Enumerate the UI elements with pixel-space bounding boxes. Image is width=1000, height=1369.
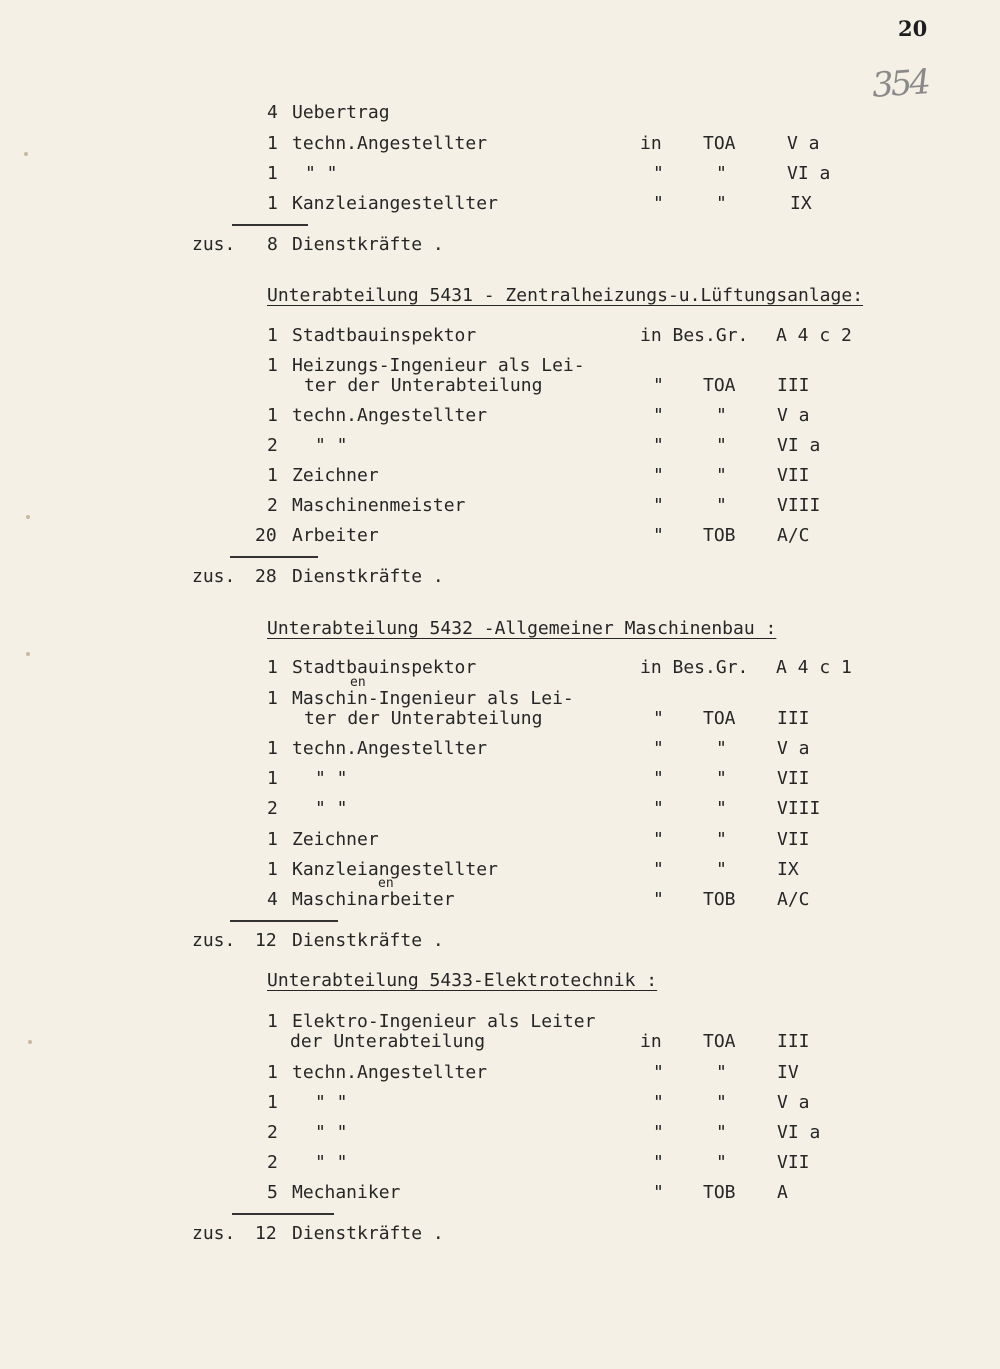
row-desc: Kanzleiangestellter: [292, 859, 498, 880]
row-grade: VI a: [787, 163, 831, 184]
row-grade: III: [777, 708, 810, 729]
row-grade: VIII: [777, 798, 821, 819]
row-qty: 2: [267, 435, 278, 456]
row-in: in Bes.Gr.: [640, 325, 749, 346]
row-desc: Stadtbauinspektor: [292, 325, 477, 346]
row-group: ": [716, 859, 727, 880]
total-qty: 28: [255, 566, 277, 587]
row-desc: Maschinarbeiter: [292, 889, 455, 910]
section-heading: Unterabteilung 5431 - Zentralheizungs-u.Lüftungsanlage:: [267, 285, 864, 306]
total-prefix: zus.: [192, 1223, 236, 1244]
row-desc: techn.Angestellter: [292, 133, 488, 154]
row-qty: 5: [267, 1182, 278, 1203]
row-desc: techn.Angestellter: [292, 738, 488, 759]
row-in: ": [653, 1182, 664, 1203]
row-qty: 1: [267, 405, 278, 426]
row-group: ": [716, 738, 727, 759]
row-in: in: [640, 133, 662, 154]
row-qty: 2: [267, 495, 278, 516]
row-desc: Zeichner: [292, 465, 379, 486]
row-desc: " ": [315, 1152, 348, 1173]
row-group: ": [716, 768, 727, 789]
row-grade: VI a: [777, 435, 821, 456]
row-group: TOB: [703, 525, 736, 546]
row-qty: 4: [267, 102, 278, 123]
row-in: ": [653, 1092, 664, 1113]
total-rule: [230, 920, 338, 922]
row-grade: A/C: [777, 889, 810, 910]
row-group: ": [716, 435, 727, 456]
page-number: 20: [898, 16, 928, 41]
row-in: ": [653, 495, 664, 516]
row-in: ": [653, 405, 664, 426]
row-grade: VII: [777, 1152, 810, 1173]
row-grade: IX: [777, 859, 799, 880]
row-group: ": [716, 1122, 727, 1143]
row-grade: IX: [790, 193, 812, 214]
total-qty: 12: [255, 930, 277, 951]
row-qty: 1: [267, 1011, 278, 1032]
row-grade: VIII: [777, 495, 821, 516]
row-group: ": [716, 495, 727, 516]
row-in: ": [653, 829, 664, 850]
row-in: ": [653, 525, 664, 546]
row-in: ": [653, 1152, 664, 1173]
row-in: ": [653, 738, 664, 759]
row-qty: 1: [267, 859, 278, 880]
row-group: ": [716, 193, 727, 214]
row-group: TOA: [703, 375, 736, 396]
row-desc: " ": [315, 1122, 348, 1143]
row-group: ": [716, 465, 727, 486]
row-grade: A 4 c 1: [776, 657, 852, 678]
total-rule: [232, 224, 308, 226]
row-in: ": [653, 1062, 664, 1083]
row-grade: A 4 c 2: [776, 325, 852, 346]
row-desc: Kanzleiangestellter: [292, 193, 498, 214]
row-desc: Maschinenmeister: [292, 495, 466, 516]
row-desc: Stadtbauinspektor: [292, 657, 477, 678]
row-desc: " ": [305, 163, 338, 184]
row-group: ": [716, 405, 727, 426]
row-qty: 1: [267, 657, 278, 678]
row-grade: V a: [777, 405, 810, 426]
total-label: Dienstkräfte .: [292, 566, 444, 587]
row-qty: 2: [267, 1122, 278, 1143]
row-qty: 4: [267, 889, 278, 910]
row-in: ": [653, 889, 664, 910]
row-in: ": [653, 465, 664, 486]
row-in: ": [653, 708, 664, 729]
row-group: ": [716, 1152, 727, 1173]
section-heading: Unterabteilung 5432 -Allgemeiner Maschinenbau :: [267, 618, 777, 639]
row-in: ": [653, 163, 664, 184]
punch-hole-mark: [28, 1040, 32, 1044]
row-in: ": [653, 768, 664, 789]
row-in: ": [653, 193, 664, 214]
row-qty: 1: [267, 1092, 278, 1113]
row-desc-line2: ter der Unterabteilung: [304, 375, 543, 396]
row-in: ": [653, 1122, 664, 1143]
row-group: TOA: [703, 1031, 736, 1052]
row-in: ": [653, 435, 664, 456]
total-rule: [230, 556, 318, 558]
punch-hole-mark: [24, 152, 28, 156]
total-qty: 12: [255, 1223, 277, 1244]
row-group: TOB: [703, 1182, 736, 1203]
row-in: ": [653, 798, 664, 819]
row-desc: Arbeiter: [292, 525, 379, 546]
row-qty: 1: [267, 465, 278, 486]
row-group: ": [716, 163, 727, 184]
row-qty: 1: [267, 738, 278, 759]
row-in: in Bes.Gr.: [640, 657, 749, 678]
row-group: ": [716, 829, 727, 850]
punch-hole-mark: [26, 652, 30, 656]
row-group: ": [716, 798, 727, 819]
row-desc-line2: der Unterabteilung: [290, 1031, 486, 1052]
row-qty: 1: [267, 829, 278, 850]
row-group: ": [716, 1062, 727, 1083]
row-qty: 1: [267, 193, 278, 214]
row-group: ": [716, 1092, 727, 1113]
total-rule: [232, 1213, 334, 1215]
handwritten-folio-number: 354: [870, 62, 930, 106]
row-desc-line2: ter der Unterabteilung: [304, 708, 543, 729]
punch-hole-mark: [26, 515, 30, 519]
row-in: ": [653, 375, 664, 396]
row-qty: 1: [267, 355, 278, 376]
row-grade: V a: [787, 133, 820, 154]
row-desc: Uebertrag: [292, 102, 390, 123]
total-prefix: zus.: [192, 930, 236, 951]
total-prefix: zus.: [192, 234, 236, 255]
row-desc: Mechaniker: [292, 1182, 401, 1203]
total-qty: 8: [267, 234, 278, 255]
row-grade: IV: [777, 1062, 799, 1083]
row-qty: 1: [267, 133, 278, 154]
row-desc: " ": [315, 798, 348, 819]
row-desc-line1: Heizungs-Ingenieur als Lei-: [292, 355, 585, 376]
row-qty: 1: [267, 163, 278, 184]
row-desc: " ": [315, 435, 348, 456]
row-qty: 20: [255, 525, 277, 546]
row-desc-line1: Maschin-Ingenieur als Lei-: [292, 688, 574, 709]
total-label: Dienstkräfte .: [292, 930, 444, 951]
row-in: in: [640, 1031, 662, 1052]
row-group: TOB: [703, 889, 736, 910]
row-grade: III: [777, 1031, 810, 1052]
section-heading: Unterabteilung 5433-Elektrotechnik :: [267, 970, 658, 991]
row-desc-line1: Elektro-Ingenieur als Leiter: [292, 1011, 596, 1032]
total-label: Dienstkräfte .: [292, 234, 444, 255]
typed-insertion: en: [378, 876, 394, 891]
row-qty: 2: [267, 798, 278, 819]
row-in: ": [653, 859, 664, 880]
row-grade: III: [777, 375, 810, 396]
row-qty: 2: [267, 1152, 278, 1173]
row-desc: techn.Angestellter: [292, 1062, 488, 1083]
row-group: TOA: [703, 708, 736, 729]
row-desc: techn.Angestellter: [292, 405, 488, 426]
row-desc: " ": [315, 1092, 348, 1113]
row-qty: 1: [267, 325, 278, 346]
row-grade: VII: [777, 465, 810, 486]
row-grade: V a: [777, 1092, 810, 1113]
row-qty: 1: [267, 1062, 278, 1083]
total-label: Dienstkräfte .: [292, 1223, 444, 1244]
row-qty: 1: [267, 768, 278, 789]
row-grade: A/C: [777, 525, 810, 546]
row-grade: A: [777, 1182, 788, 1203]
row-grade: V a: [777, 738, 810, 759]
row-grade: VII: [777, 829, 810, 850]
row-grade: VII: [777, 768, 810, 789]
row-desc: " ": [315, 768, 348, 789]
row-grade: VI a: [777, 1122, 821, 1143]
row-group: TOA: [703, 133, 736, 154]
row-qty: 1: [267, 688, 278, 709]
total-prefix: zus.: [192, 566, 236, 587]
typed-insertion: en: [350, 675, 366, 690]
row-desc: Zeichner: [292, 829, 379, 850]
